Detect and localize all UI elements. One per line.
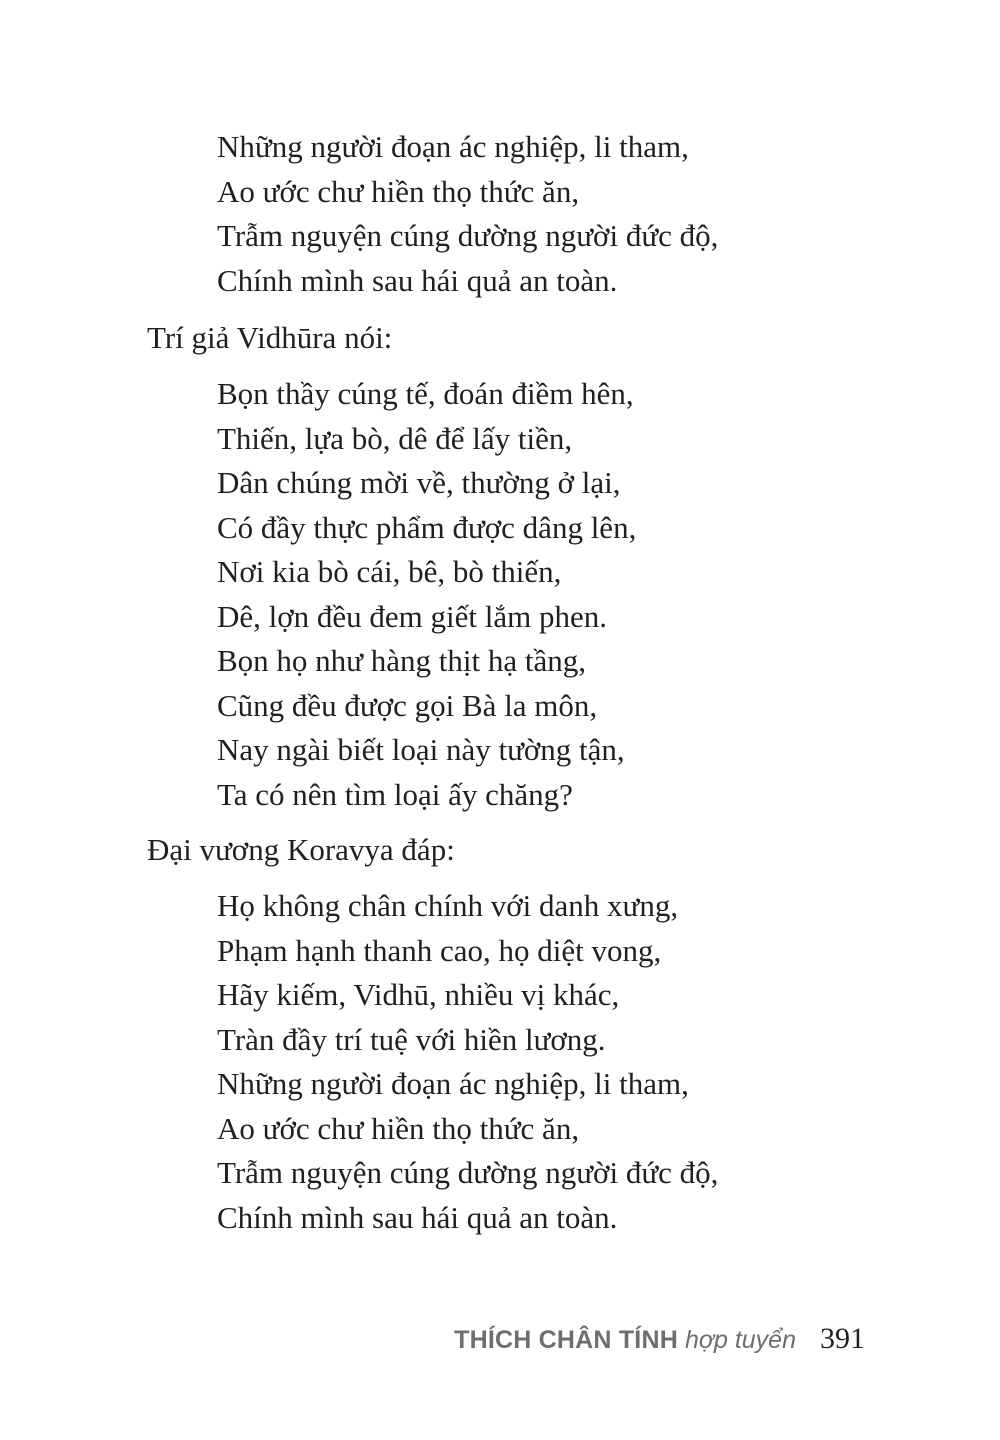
verse-line: Bọn họ như hàng thịt hạ tầng, bbox=[217, 643, 586, 678]
verse-line: Dê, lợn đều đem giết lắm phen. bbox=[217, 598, 608, 634]
verse-stanza-3 bbox=[217, 884, 718, 1240]
verse-line: Những người đoạn ác nghiệp, li tham, bbox=[217, 1066, 689, 1101]
verse-line: Trẫm nguyện cúng dường người đức độ, bbox=[217, 218, 719, 253]
verse-line: Phạm hạnh thanh cao, họ diệt vong, bbox=[217, 932, 662, 968]
verse-line: Nay ngài biết loại này tường tận, bbox=[217, 732, 625, 767]
verse-line: Ao ước chư hiền thọ thức ăn, bbox=[217, 173, 580, 209]
verse-line: Ta có nên tìm loại ấy chăng? bbox=[217, 776, 573, 812]
verse-line: Họ không chân chính với danh xưng, bbox=[217, 888, 679, 923]
verse-line: Ao ước chư hiền thọ thức ăn, bbox=[217, 1110, 580, 1146]
verse-line: Có đầy thực phẩm được dâng lên, bbox=[217, 509, 637, 545]
speaker-intro-vidhura: Trí giả Vidhūra nói: bbox=[147, 320, 393, 355]
speaker-intro-koravya: Đại vương Koravya đáp: bbox=[147, 832, 455, 867]
verse-line: Tràn đầy trí tuệ với hiền lương. bbox=[217, 1021, 606, 1057]
verse-line: Trẫm nguyện cúng dường người đức độ, bbox=[217, 1155, 719, 1190]
verse-line: Dân chúng mời về, thường ở lại, bbox=[217, 465, 621, 500]
page-number: 391 bbox=[820, 1322, 865, 1355]
verse-line: Cũng đều được gọi Bà la môn, bbox=[217, 687, 598, 723]
verse-line: Chính mình sau hái quả an toàn. bbox=[217, 1199, 618, 1235]
verse-line: Nơi kia bò cái, bê, bò thiến, bbox=[217, 554, 562, 589]
page-footer bbox=[454, 1322, 865, 1372]
verse-line: Bọn thầy cúng tế, đoán điềm hên, bbox=[217, 376, 634, 411]
verse-line: Thiến, lựa bò, dê để lấy tiền, bbox=[217, 420, 573, 456]
verse-line: Hãy kiếm, Vidhū, nhiều vị khác, bbox=[217, 977, 620, 1012]
verse-line: Những người đoạn ác nghiệp, li tham, bbox=[217, 129, 689, 164]
verse-stanza-1 bbox=[217, 125, 718, 303]
footer-author: THÍCH CHÂN TÍNH bbox=[454, 1326, 678, 1354]
verse-stanza-2 bbox=[217, 372, 636, 817]
verse-line: Chính mình sau hái quả an toàn. bbox=[217, 262, 618, 298]
footer-subtitle: hợp tuyển bbox=[684, 1326, 796, 1354]
